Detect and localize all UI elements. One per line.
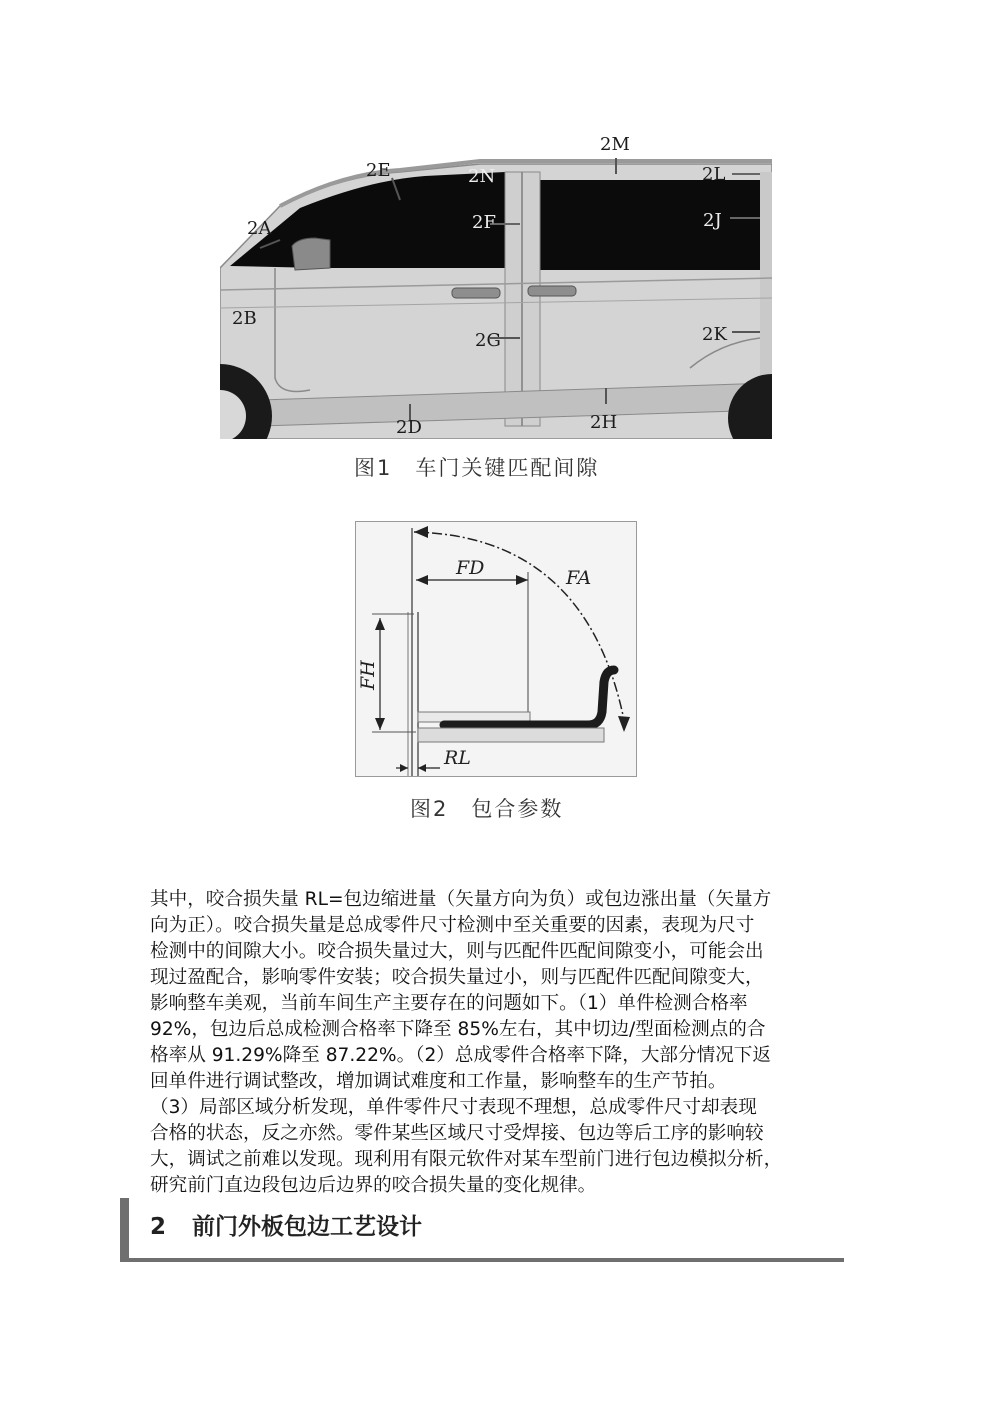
figure-2-hemming-params	[355, 521, 637, 777]
label-2G: 2G	[475, 330, 501, 351]
body-line: 检测中的间隙大小。咬合损失量过大，则与匹配件匹配间隙变小，可能会出	[150, 941, 764, 962]
label-2M: 2M	[600, 134, 630, 155]
label-FA: FA	[566, 567, 592, 589]
body-paragraph	[150, 887, 848, 1199]
label-RL: RL	[444, 747, 471, 769]
figure-2-caption: 图2 包合参数	[410, 797, 564, 821]
section-accent-bar	[120, 1198, 129, 1262]
body-line: 回单件进行调试整改，增加调试难度和工作量，影响整车的生产节拍。	[150, 1071, 727, 1092]
body-line: 合格的状态，反之亦然。零件某些区域尺寸受焊接、包边等后工序的影响较	[150, 1123, 764, 1144]
hemming-diagram	[356, 522, 636, 776]
label-2L: 2L	[702, 164, 726, 185]
figure-1-caption: 图1 车门关键匹配间隙	[354, 456, 600, 480]
section-underline	[120, 1258, 844, 1262]
van-illustration	[220, 128, 772, 439]
label-2E: 2E	[366, 160, 391, 181]
label-2H: 2H	[590, 412, 618, 433]
label-2A: 2A	[247, 218, 272, 239]
label-2K: 2K	[702, 324, 727, 345]
label-FH: FH	[357, 660, 379, 690]
label-2B: 2B	[232, 308, 257, 329]
body-line: 大，调试之前难以发现。现利用有限元软件对某车型前门进行包边模拟分析，	[150, 1149, 783, 1170]
label-FD: FD	[456, 557, 485, 579]
body-line: 影响整车美观，当前车间生产主要存在的问题如下。（1）单件检测合格率	[150, 993, 748, 1014]
label-2J: 2J	[703, 210, 722, 231]
body-line: 其中，咬合损失量 RL=包边缩进量（矢量方向为负）或包边涨出量（矢量方	[150, 889, 772, 910]
body-line: 研究前门直边段包边后边界的咬合损失量的变化规律。	[150, 1175, 597, 1196]
body-line: 现过盈配合，影响零件安装；咬合损失量过小，则与匹配件匹配间隙变大，	[150, 967, 764, 988]
body-line: 92%，包边后总成检测合格率下降至 85%左右，其中切边/型面检测点的合	[150, 1019, 766, 1040]
label-2N: 2N	[468, 166, 496, 187]
label-2F: 2F	[472, 212, 496, 233]
section-heading	[150, 1208, 448, 1241]
label-2D: 2D	[396, 417, 422, 438]
figure-1-van-door-gaps	[220, 128, 772, 439]
body-line: 格率从 91.29%降至 87.22%。（2）总成零件合格率下降，大部分情况下返	[150, 1045, 771, 1066]
body-line: （3）局部区域分析发现，单件零件尺寸表现不理想，总成零件尺寸却表现	[150, 1097, 757, 1118]
section-title-text: 前门外板包边工艺设计	[192, 1214, 423, 1240]
body-line: 向为正）。咬合损失量是总成零件尺寸检测中至关重要的因素，表现为尺寸	[150, 915, 755, 936]
section-number: 2	[150, 1214, 167, 1240]
